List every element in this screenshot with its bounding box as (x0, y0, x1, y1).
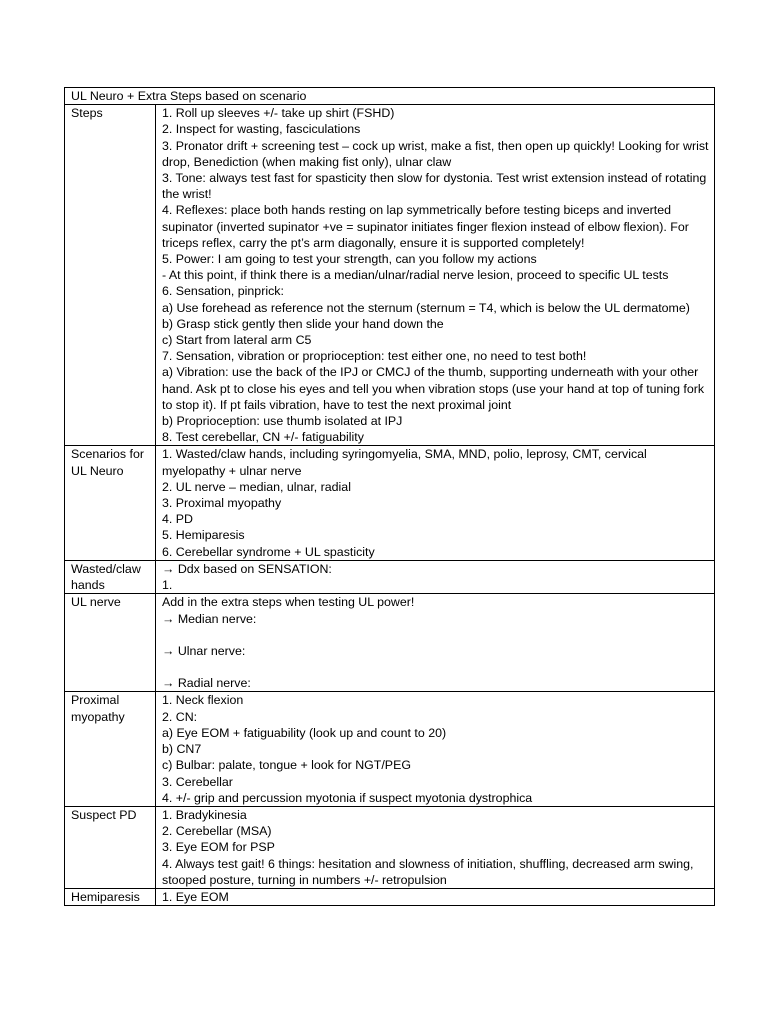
row-content (156, 692, 715, 806)
row-label: Wasted/claw hands (65, 560, 156, 593)
content-line: → Median nerve: (162, 611, 257, 626)
table-row (65, 560, 715, 593)
content-line: 6. Sensation, pinprick: (162, 284, 284, 299)
blank-line (162, 627, 710, 643)
notes-table (64, 87, 715, 906)
content-line: 1. Eye EOM (162, 889, 229, 904)
row-label: Steps (65, 105, 156, 446)
notes-table-body (65, 88, 715, 906)
content-line: b) Proprioception: use thumb isolated at IPJ (162, 414, 403, 429)
content-line: 6. Cerebellar syndrome + UL spasticity (162, 544, 375, 559)
content-line: 5. Power: I am going to test your strength, can you follow my actions (162, 252, 537, 267)
content-line: 1. Roll up sleeves +/- take up shirt (FSHD) (162, 106, 395, 121)
content-line: b) Grasp stick gently then slide your hand down the (162, 316, 444, 331)
content-line: 2. UL nerve – median, ulnar, radial (162, 479, 351, 494)
content-line: 1. Neck flexion (162, 693, 244, 708)
table-row (65, 806, 715, 888)
content-line: Add in the extra steps when testing UL power! (162, 595, 415, 610)
content-line: 1. Wasted/claw hands, including syringomyelia, SMA, MND, polio, leprosy, CMT, cervical myelopathy + ulnar nerve (162, 447, 647, 478)
row-label: Hemiparesis (65, 888, 156, 905)
content-line: a) Use forehead as reference not the sternum (sternum = T4, which is below the UL dermatome) (162, 300, 690, 315)
content-line: → Ddx based on SENSATION: (162, 561, 332, 576)
content-line: 3. Proximal myopathy (162, 496, 282, 511)
table-row (65, 692, 715, 806)
content-line: 4. PD (162, 512, 193, 527)
content-line: 2. Cerebellar (MSA) (162, 824, 272, 839)
table-title-row (65, 88, 715, 105)
content-line: 3. Eye EOM for PSP (162, 840, 275, 855)
table-row (65, 105, 715, 446)
content-line: 4. Always test gait! 6 things: hesitation and slowness of initiation, shuffling, decreased arm swing, stooped posture, turning in numbers +/- retropulsion (162, 856, 694, 887)
content-line: 1. Bradykinesia (162, 807, 247, 822)
row-label: Suspect PD (65, 806, 156, 888)
row-content (156, 560, 715, 593)
content-line: 2. CN: (162, 709, 198, 724)
content-line: 2. Inspect for wasting, fasciculations (162, 122, 361, 137)
content-line: - At this point, if think there is a median/ulnar/radial nerve lesion, proceed to specific UL tests (162, 268, 669, 283)
row-label: UL nerve (65, 594, 156, 692)
content-line: 1. (162, 578, 173, 593)
row-content (156, 888, 715, 905)
row-content (156, 446, 715, 560)
content-line: c) Bulbar: palate, tongue + look for NGT/PEG (162, 758, 411, 773)
content-line: b) CN7 (162, 742, 202, 757)
content-line: c) Start from lateral arm C5 (162, 333, 312, 348)
content-line: → Radial nerve: (162, 676, 251, 691)
content-line: → Ulnar nerve: (162, 643, 246, 658)
content-line: 8. Test cerebellar, CN +/- fatiguability (162, 430, 364, 445)
content-line: 5. Hemiparesis (162, 528, 245, 543)
content-line: 3. Cerebellar (162, 774, 233, 789)
content-line: 3. Pronator drift + screening test – cock up wrist, make a fist, then open up quickly! Looking for wrist drop, Benediction (when making fist only), ulnar claw (162, 138, 709, 169)
table-row (65, 888, 715, 905)
blank-line (162, 659, 710, 675)
row-content (156, 594, 715, 692)
row-label: Proximal myopathy (65, 692, 156, 806)
table-row (65, 446, 715, 560)
table-row (65, 594, 715, 692)
row-content (156, 105, 715, 446)
content-line: 4. Reflexes: place both hands resting on lap symmetrically before testing biceps and inverted supinator (inverted supinator +ve = supinator initiates finger flexion instead of elbow flexion). For triceps reflex, carry the pt’s arm diagonally, ensure it is supported completely! (162, 203, 689, 250)
row-label: Scenarios for UL Neuro (65, 446, 156, 560)
row-content (156, 806, 715, 888)
content-line: 7. Sensation, vibration or proprioception: test either one, no need to test both! (162, 349, 587, 364)
content-line: a) Eye EOM + fatiguability (look up and count to 20) (162, 725, 447, 740)
table-title: UL Neuro + Extra Steps based on scenario (65, 88, 715, 105)
content-line: a) Vibration: use the back of the IPJ or CMCJ of the thumb, supporting underneath with your other hand. Ask pt to close his eyes and tell you when vibration stops (use your hand at top of tuning fork to stop it). If pt fails vibration, have to test the next proximal joint (162, 365, 705, 412)
content-line: 4. +/- grip and percussion myotonia if suspect myotonia dystrophica (162, 790, 533, 805)
content-line: 3. Tone: always test fast for spasticity then slow for dystonia. Test wrist extension instead of rotating the wrist! (162, 171, 707, 202)
